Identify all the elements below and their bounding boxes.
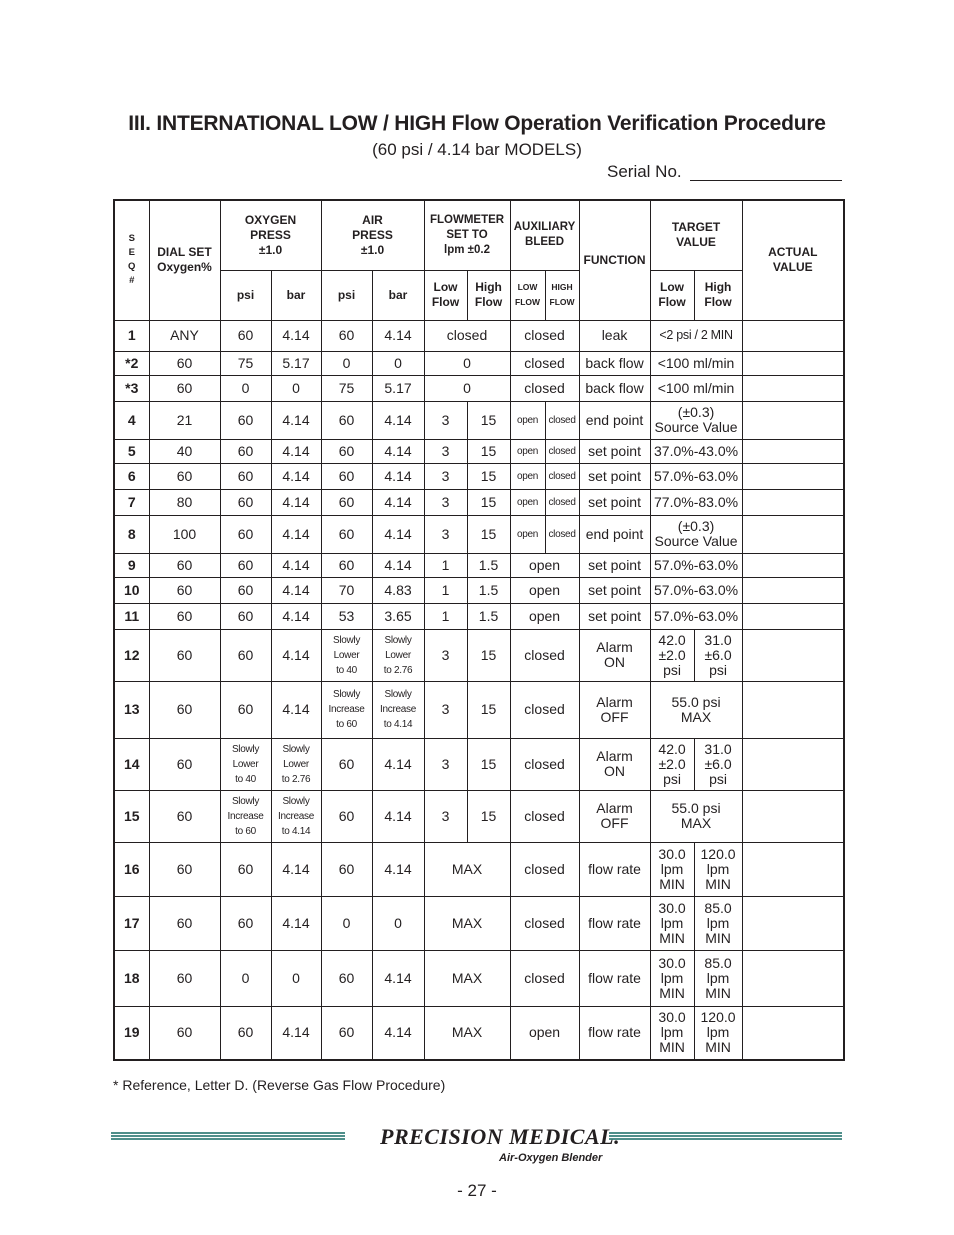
target-value-cell: 55.0 psi MAX bbox=[650, 790, 742, 842]
air-bar-cell: 4.14 bbox=[372, 790, 424, 842]
page-number: - 27 - bbox=[457, 1181, 497, 1200]
function-cell: flow rate bbox=[579, 896, 650, 950]
oxygen-bar-cell: 4.14 bbox=[271, 515, 321, 553]
air-psi-cell: 70 bbox=[321, 577, 372, 603]
function-cell: flow rate bbox=[579, 950, 650, 1006]
table-row bbox=[114, 375, 844, 401]
flow-low-cell: 3 bbox=[424, 489, 467, 515]
air-bar-cell: 4.14 bbox=[372, 842, 424, 896]
table-row bbox=[114, 351, 844, 375]
flowmeter-cell: closed bbox=[424, 320, 510, 351]
air-psi-cell: 60 bbox=[321, 320, 372, 351]
oxygen-bar-cell: 4.14 bbox=[271, 681, 321, 738]
oxygen-bar-header: bar bbox=[271, 270, 321, 320]
flow-low-cell: 3 bbox=[424, 790, 467, 842]
actual-value-cell[interactable] bbox=[742, 603, 844, 629]
actual-value-cell[interactable] bbox=[742, 577, 844, 603]
dial-set-cell: 60 bbox=[149, 351, 220, 375]
seq-cell: 8 bbox=[114, 515, 149, 553]
oxygen-psi-cell: 0 bbox=[220, 950, 271, 1006]
function-cell: end point bbox=[579, 515, 650, 553]
oxygen-psi-cell: 60 bbox=[220, 489, 271, 515]
seq-cell: 12 bbox=[114, 629, 149, 681]
dial-set-cell: 60 bbox=[149, 738, 220, 790]
aux-bleed-cell: closed bbox=[510, 629, 579, 681]
function-cell: flow rate bbox=[579, 1006, 650, 1060]
flow-low-cell: 3 bbox=[424, 681, 467, 738]
dial-set-header: DIAL SET Oxygen% bbox=[149, 200, 220, 320]
dial-set-cell: 80 bbox=[149, 489, 220, 515]
table-row bbox=[114, 320, 844, 351]
air-psi-cell: 60 bbox=[321, 842, 372, 896]
air-bar-cell: 4.14 bbox=[372, 950, 424, 1006]
flow-high-cell: 15 bbox=[467, 681, 510, 738]
function-cell: set point bbox=[579, 603, 650, 629]
seq-header bbox=[114, 200, 149, 320]
air-psi-cell: 53 bbox=[321, 603, 372, 629]
flow-high-cell: 15 bbox=[467, 463, 510, 489]
seq-header-letter: Q bbox=[128, 261, 136, 273]
oxygen-psi-cell: 60 bbox=[220, 681, 271, 738]
dial-set-cell: 60 bbox=[149, 603, 220, 629]
seq-cell: *2 bbox=[114, 351, 149, 375]
seq-cell: 10 bbox=[114, 577, 149, 603]
table-row bbox=[114, 842, 844, 896]
oxygen-bar-cell: 5.17 bbox=[271, 351, 321, 375]
actual-value-cell[interactable] bbox=[742, 681, 844, 738]
footnote: * Reference, Letter D. (Reverse Gas Flow Procedure) bbox=[113, 1077, 446, 1093]
flow-low-cell: 3 bbox=[424, 515, 467, 553]
page-subtitle: (60 psi / 4.14 bar MODELS) bbox=[372, 140, 582, 159]
table-row bbox=[114, 463, 844, 489]
seq-header-letter: S bbox=[128, 233, 135, 245]
air-psi-cell: 60 bbox=[321, 463, 372, 489]
seq-header-letter: # bbox=[129, 275, 135, 287]
oxygen-psi-cell: 60 bbox=[220, 629, 271, 681]
table-row bbox=[114, 553, 844, 577]
target-low-cell: 42.0 ±2.0 psi bbox=[650, 738, 694, 790]
dial-set-cell: 100 bbox=[149, 515, 220, 553]
target-low-header: Low Flow bbox=[650, 270, 694, 320]
aux-high-cell: closed bbox=[545, 515, 579, 553]
flow-high-cell: 15 bbox=[467, 439, 510, 463]
aux-high-cell: closed bbox=[545, 439, 579, 463]
flowmeter-cell: MAX bbox=[424, 1006, 510, 1060]
target-low-cell: 30.0 lpm MIN bbox=[650, 950, 694, 1006]
actual-value-cell[interactable] bbox=[742, 351, 844, 375]
aux-bleed-cell: closed bbox=[510, 790, 579, 842]
actual-value-cell[interactable] bbox=[742, 738, 844, 790]
aux-bleed-header: AUXILIARY BLEED bbox=[510, 200, 579, 270]
flow-high-cell: 15 bbox=[467, 629, 510, 681]
actual-value-cell[interactable] bbox=[742, 553, 844, 577]
air-bar-cell: 4.14 bbox=[372, 515, 424, 553]
air-psi-cell: Slowly Lower to 40 bbox=[321, 629, 372, 681]
target-low-cell: 30.0 lpm MIN bbox=[650, 842, 694, 896]
serial-label: Serial No. bbox=[607, 162, 682, 181]
oxygen-bar-cell: 0 bbox=[271, 950, 321, 1006]
dial-set-cell: 60 bbox=[149, 1006, 220, 1060]
function-header: FUNCTION bbox=[579, 200, 650, 320]
air-bar-cell: 0 bbox=[372, 896, 424, 950]
air-bar-header: bar bbox=[372, 270, 424, 320]
target-value-cell: 37.0%-43.0% bbox=[650, 439, 742, 463]
serial-number-field[interactable] bbox=[690, 180, 842, 181]
air-bar-cell: Slowly Lower to 2.76 bbox=[372, 629, 424, 681]
aux-low-cell: open bbox=[510, 489, 545, 515]
flowmeter-header: FLOWMETER SET TO lpm ±0.2 bbox=[424, 200, 510, 270]
actual-value-header: ACTUAL VALUE bbox=[742, 200, 844, 320]
aux-high-cell: closed bbox=[545, 489, 579, 515]
table-row bbox=[114, 790, 844, 842]
oxygen-psi-cell: 75 bbox=[220, 351, 271, 375]
aux-low-header: LOW FLOW bbox=[510, 270, 545, 320]
table-row bbox=[114, 577, 844, 603]
flowmeter-cell: MAX bbox=[424, 842, 510, 896]
flowmeter-cell: MAX bbox=[424, 950, 510, 1006]
seq-cell: 5 bbox=[114, 439, 149, 463]
table-row bbox=[114, 439, 844, 463]
flow-low-cell: 3 bbox=[424, 629, 467, 681]
aux-bleed-cell: closed bbox=[510, 738, 579, 790]
function-cell: end point bbox=[579, 401, 650, 439]
air-bar-cell: 4.14 bbox=[372, 439, 424, 463]
target-high-cell: 31.0 ±6.0 psi bbox=[694, 738, 742, 790]
air-psi-cell: 60 bbox=[321, 401, 372, 439]
air-psi-cell: 60 bbox=[321, 489, 372, 515]
flow-low-cell: 3 bbox=[424, 439, 467, 463]
oxygen-bar-cell: 4.14 bbox=[271, 842, 321, 896]
air-psi-cell: 0 bbox=[321, 351, 372, 375]
function-cell: set point bbox=[579, 463, 650, 489]
function-cell: set point bbox=[579, 553, 650, 577]
flow-high-header: High Flow bbox=[467, 270, 510, 320]
target-high-header: High Flow bbox=[694, 270, 742, 320]
air-bar-cell: 4.83 bbox=[372, 577, 424, 603]
flowmeter-cell: 0 bbox=[424, 375, 510, 401]
flowmeter-cell: MAX bbox=[424, 896, 510, 950]
target-low-cell: 30.0 lpm MIN bbox=[650, 896, 694, 950]
target-value-cell: (±0.3) Source Value bbox=[650, 515, 742, 553]
target-value-cell: 57.0%-63.0% bbox=[650, 577, 742, 603]
oxygen-psi-cell: Slowly Increase to 60 bbox=[220, 790, 271, 842]
target-high-cell: 85.0 lpm MIN bbox=[694, 950, 742, 1006]
oxygen-bar-cell: 4.14 bbox=[271, 401, 321, 439]
table-row bbox=[114, 950, 844, 1006]
seq-cell: 11 bbox=[114, 603, 149, 629]
air-psi-cell: 0 bbox=[321, 896, 372, 950]
flow-high-cell: 15 bbox=[467, 738, 510, 790]
air-psi-header: psi bbox=[321, 270, 372, 320]
target-value-header: TARGET VALUE bbox=[650, 200, 742, 270]
actual-value-cell[interactable] bbox=[742, 790, 844, 842]
actual-value-cell[interactable] bbox=[742, 439, 844, 463]
table-row bbox=[114, 489, 844, 515]
flow-high-cell: 1.5 bbox=[467, 553, 510, 577]
function-cell: back flow bbox=[579, 375, 650, 401]
function-cell: Alarm ON bbox=[579, 738, 650, 790]
air-bar-cell: 4.14 bbox=[372, 489, 424, 515]
footer-rule-right bbox=[609, 1132, 842, 1144]
function-cell: leak bbox=[579, 320, 650, 351]
dial-set-cell: 60 bbox=[149, 842, 220, 896]
aux-bleed-cell: open bbox=[510, 603, 579, 629]
flow-high-cell: 15 bbox=[467, 515, 510, 553]
oxygen-psi-cell: 60 bbox=[220, 463, 271, 489]
oxygen-bar-cell: 4.14 bbox=[271, 463, 321, 489]
target-value-cell: <2 psi / 2 MIN bbox=[650, 320, 742, 351]
actual-value-cell[interactable] bbox=[742, 842, 844, 896]
actual-value-cell[interactable] bbox=[742, 515, 844, 553]
air-psi-cell: 60 bbox=[321, 515, 372, 553]
oxygen-bar-cell: 4.14 bbox=[271, 439, 321, 463]
target-low-cell: 30.0 lpm MIN bbox=[650, 1006, 694, 1060]
target-high-cell: 120.0 lpm MIN bbox=[694, 1006, 742, 1060]
air-psi-cell: Slowly Increase to 60 bbox=[321, 681, 372, 738]
table-row bbox=[114, 401, 844, 439]
seq-cell: 19 bbox=[114, 1006, 149, 1060]
oxygen-press-header: OXYGEN PRESS ±1.0 bbox=[220, 200, 321, 270]
dial-set-cell: 21 bbox=[149, 401, 220, 439]
actual-value-cell[interactable] bbox=[742, 629, 844, 681]
target-value-cell: (±0.3) Source Value bbox=[650, 401, 742, 439]
flow-high-cell: 15 bbox=[467, 489, 510, 515]
flow-high-cell: 1.5 bbox=[467, 603, 510, 629]
seq-cell: 15 bbox=[114, 790, 149, 842]
air-bar-cell: 4.14 bbox=[372, 1006, 424, 1060]
actual-value-cell[interactable] bbox=[742, 896, 844, 950]
oxygen-bar-cell: 4.14 bbox=[271, 577, 321, 603]
target-high-cell: 120.0 lpm MIN bbox=[694, 842, 742, 896]
oxygen-psi-cell: 60 bbox=[220, 320, 271, 351]
seq-header-letter: E bbox=[128, 247, 135, 259]
air-bar-cell: 4.14 bbox=[372, 320, 424, 351]
aux-bleed-cell: closed bbox=[510, 950, 579, 1006]
aux-low-cell: open bbox=[510, 515, 545, 553]
aux-high-cell: closed bbox=[545, 401, 579, 439]
seq-cell: 18 bbox=[114, 950, 149, 1006]
aux-bleed-cell: open bbox=[510, 577, 579, 603]
air-psi-cell: 60 bbox=[321, 790, 372, 842]
air-bar-cell: Slowly Increase to 4.14 bbox=[372, 681, 424, 738]
air-psi-cell: 60 bbox=[321, 1006, 372, 1060]
target-value-cell: 55.0 psi MAX bbox=[650, 681, 742, 738]
oxygen-bar-cell: Slowly Increase to 4.14 bbox=[271, 790, 321, 842]
oxygen-psi-cell: 60 bbox=[220, 842, 271, 896]
target-value-cell: 77.0%-83.0% bbox=[650, 489, 742, 515]
oxygen-bar-cell: 0 bbox=[271, 375, 321, 401]
seq-cell: 16 bbox=[114, 842, 149, 896]
seq-cell: 9 bbox=[114, 553, 149, 577]
function-cell: flow rate bbox=[579, 842, 650, 896]
function-cell: set point bbox=[579, 439, 650, 463]
oxygen-psi-cell: 60 bbox=[220, 896, 271, 950]
dial-set-cell: 60 bbox=[149, 896, 220, 950]
aux-high-header: HIGH FLOW bbox=[545, 270, 579, 320]
oxygen-bar-cell: 4.14 bbox=[271, 896, 321, 950]
oxygen-bar-cell: 4.14 bbox=[271, 1006, 321, 1060]
air-bar-cell: 4.14 bbox=[372, 463, 424, 489]
aux-bleed-cell: closed bbox=[510, 681, 579, 738]
flow-high-cell: 1.5 bbox=[467, 577, 510, 603]
flow-low-header: Low Flow bbox=[424, 270, 467, 320]
air-psi-cell: 60 bbox=[321, 553, 372, 577]
oxygen-psi-header: psi bbox=[220, 270, 271, 320]
seq-cell: *3 bbox=[114, 375, 149, 401]
table-row bbox=[114, 738, 844, 790]
seq-cell: 13 bbox=[114, 681, 149, 738]
actual-value-cell[interactable] bbox=[742, 1006, 844, 1060]
aux-high-cell: closed bbox=[545, 463, 579, 489]
function-cell: Alarm ON bbox=[579, 629, 650, 681]
dial-set-cell: 40 bbox=[149, 439, 220, 463]
table-row bbox=[114, 603, 844, 629]
verification-table bbox=[113, 199, 845, 1061]
product-name: Air-Oxygen Blender bbox=[499, 1152, 603, 1164]
air-psi-cell: 75 bbox=[321, 375, 372, 401]
flow-low-cell: 3 bbox=[424, 401, 467, 439]
dial-set-cell: 60 bbox=[149, 950, 220, 1006]
oxygen-psi-cell: 60 bbox=[220, 439, 271, 463]
oxygen-psi-cell: 60 bbox=[220, 577, 271, 603]
air-bar-cell: 4.14 bbox=[372, 738, 424, 790]
seq-cell: 1 bbox=[114, 320, 149, 351]
oxygen-psi-cell: 60 bbox=[220, 1006, 271, 1060]
function-cell: Alarm OFF bbox=[579, 681, 650, 738]
aux-low-cell: open bbox=[510, 463, 545, 489]
table-row bbox=[114, 515, 844, 553]
table-row bbox=[114, 629, 844, 681]
footer-rule-left bbox=[111, 1132, 345, 1144]
seq-cell: 6 bbox=[114, 463, 149, 489]
air-psi-cell: 60 bbox=[321, 950, 372, 1006]
oxygen-psi-cell: 60 bbox=[220, 553, 271, 577]
function-cell: back flow bbox=[579, 351, 650, 375]
table-body bbox=[114, 320, 844, 1060]
oxygen-bar-cell: 4.14 bbox=[271, 489, 321, 515]
dial-set-cell: 60 bbox=[149, 629, 220, 681]
oxygen-bar-cell: 4.14 bbox=[271, 320, 321, 351]
target-value-cell: 57.0%-63.0% bbox=[650, 603, 742, 629]
flow-high-cell: 15 bbox=[467, 401, 510, 439]
target-value-cell: 57.0%-63.0% bbox=[650, 463, 742, 489]
flow-low-cell: 3 bbox=[424, 463, 467, 489]
target-value-cell: 57.0%-63.0% bbox=[650, 553, 742, 577]
flow-low-cell: 3 bbox=[424, 738, 467, 790]
aux-bleed-cell: closed bbox=[510, 896, 579, 950]
actual-value-cell[interactable] bbox=[742, 950, 844, 1006]
actual-value-cell[interactable] bbox=[742, 320, 844, 351]
target-high-cell: 31.0 ±6.0 psi bbox=[694, 629, 742, 681]
dial-set-cell: 60 bbox=[149, 553, 220, 577]
air-bar-cell: 4.14 bbox=[372, 553, 424, 577]
air-bar-cell: 3.65 bbox=[372, 603, 424, 629]
aux-bleed-cell: closed bbox=[510, 351, 579, 375]
dial-set-cell: 60 bbox=[149, 577, 220, 603]
flowmeter-cell: 0 bbox=[424, 351, 510, 375]
dial-set-cell: 60 bbox=[149, 463, 220, 489]
seq-cell: 7 bbox=[114, 489, 149, 515]
air-bar-cell: 0 bbox=[372, 351, 424, 375]
function-cell: set point bbox=[579, 577, 650, 603]
aux-bleed-cell: closed bbox=[510, 320, 579, 351]
oxygen-bar-cell: 4.14 bbox=[271, 553, 321, 577]
target-value-cell: <100 ml/min bbox=[650, 351, 742, 375]
target-low-cell: 42.0 ±2.0 psi bbox=[650, 629, 694, 681]
oxygen-psi-cell: 60 bbox=[220, 515, 271, 553]
page-title: III. INTERNATIONAL LOW / HIGH Flow Operation Verification Procedure bbox=[128, 112, 826, 135]
seq-cell: 17 bbox=[114, 896, 149, 950]
aux-low-cell: open bbox=[510, 401, 545, 439]
actual-value-cell[interactable] bbox=[742, 375, 844, 401]
oxygen-bar-cell: Slowly Lower to 2.76 bbox=[271, 738, 321, 790]
seq-cell: 14 bbox=[114, 738, 149, 790]
aux-bleed-cell: closed bbox=[510, 375, 579, 401]
dial-set-cell: 60 bbox=[149, 790, 220, 842]
aux-low-cell: open bbox=[510, 439, 545, 463]
table-row bbox=[114, 681, 844, 738]
air-psi-cell: 60 bbox=[321, 439, 372, 463]
precision-medical-logo: PRECISION MEDICAL. bbox=[380, 1124, 621, 1149]
seq-cell: 4 bbox=[114, 401, 149, 439]
actual-value-cell[interactable] bbox=[742, 401, 844, 439]
aux-bleed-cell: closed bbox=[510, 842, 579, 896]
dial-set-cell: 60 bbox=[149, 681, 220, 738]
actual-value-cell[interactable] bbox=[742, 489, 844, 515]
dial-set-cell: 60 bbox=[149, 375, 220, 401]
air-press-header: AIR PRESS ±1.0 bbox=[321, 200, 424, 270]
aux-bleed-cell: open bbox=[510, 1006, 579, 1060]
actual-value-cell[interactable] bbox=[742, 463, 844, 489]
aux-bleed-cell: open bbox=[510, 553, 579, 577]
function-cell: set point bbox=[579, 489, 650, 515]
flow-low-cell: 1 bbox=[424, 603, 467, 629]
oxygen-psi-cell: 60 bbox=[220, 603, 271, 629]
dial-set-cell: ANY bbox=[149, 320, 220, 351]
oxygen-psi-cell: 60 bbox=[220, 401, 271, 439]
table-row bbox=[114, 896, 844, 950]
oxygen-psi-cell: Slowly Lower to 40 bbox=[220, 738, 271, 790]
flow-high-cell: 15 bbox=[467, 790, 510, 842]
target-high-cell: 85.0 lpm MIN bbox=[694, 896, 742, 950]
oxygen-bar-cell: 4.14 bbox=[271, 629, 321, 681]
flow-low-cell: 1 bbox=[424, 553, 467, 577]
table-row bbox=[114, 1006, 844, 1060]
function-cell: Alarm OFF bbox=[579, 790, 650, 842]
air-psi-cell: 60 bbox=[321, 738, 372, 790]
air-bar-cell: 5.17 bbox=[372, 375, 424, 401]
air-bar-cell: 4.14 bbox=[372, 401, 424, 439]
oxygen-psi-cell: 0 bbox=[220, 375, 271, 401]
target-value-cell: <100 ml/min bbox=[650, 375, 742, 401]
oxygen-bar-cell: 4.14 bbox=[271, 603, 321, 629]
flow-low-cell: 1 bbox=[424, 577, 467, 603]
